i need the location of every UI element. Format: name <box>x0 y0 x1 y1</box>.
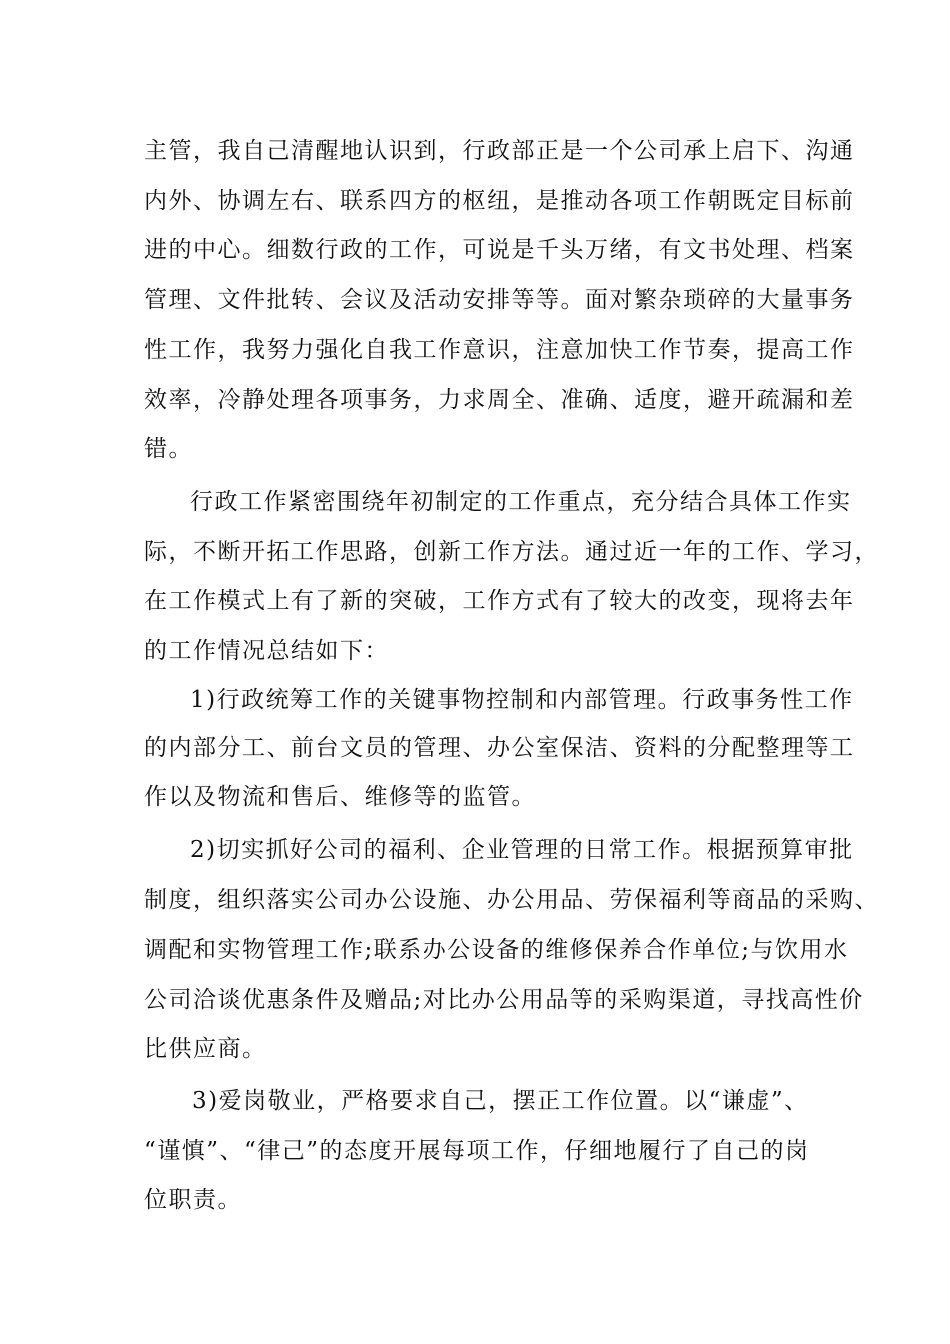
text-line: 际，不断开拓工作思路，创新工作方法。通过近一年的工作、学习， <box>144 539 879 565</box>
text-line: 公司洽谈优惠条件及赠品;对比办公用品等的采购渠道，寻找高性价 <box>144 987 864 1013</box>
text-line: 内外、协调左右、联系四方的枢纽，是推动各项工作朝既定目标前 <box>144 188 855 214</box>
text-line: 的内部分工、前台文员的管理、办公室保洁、资料的分配整理等工 <box>144 735 855 761</box>
text-line: 行政工作紧密围绕年初制定的工作重点，充分结合具体工作实 <box>190 489 852 515</box>
text-line: 作以及物流和售后、维修等的监管。 <box>144 784 536 810</box>
text-line: 效率，冷静处理各项事务，力求周全、准确、适度，避开疏漏和差 <box>144 387 855 413</box>
text-line: 错。 <box>144 436 193 462</box>
text-line: 2)切实抓好公司的福利、企业管理的日常工作。根据预算审批 <box>190 837 854 863</box>
text-line: 主管，我自己清醒地认识到，行政部正是一个公司承上启下、沟通 <box>144 138 855 164</box>
text-line: 调配和实物管理工作;联系办公设备的维修保养合作单位;与饮用水 <box>144 937 849 963</box>
text-line: 在工作模式上有了新的突破，工作方式有了较大的改变，现将去年 <box>144 588 855 614</box>
text-line: 位职责。 <box>144 1187 242 1213</box>
text-line: 管理、文件批转、会议及活动安排等等。面对繁杂琐碎的大量事务 <box>144 287 855 313</box>
text-line: 制度，组织落实公司办公设施、办公用品、劳保福利等商品的采购、 <box>144 887 879 913</box>
text-line: 性工作，我努力强化自我工作意识，注意加快工作节奏，提高工作 <box>144 337 855 363</box>
text-line: 的工作情况总结如下： <box>144 638 389 664</box>
text-line: “谨慎”、“律己”的态度开展每项工作，仔细地履行了自己的岗 <box>144 1138 810 1164</box>
text-line: 进的中心。细数行政的工作，可说是千头万绪，有文书处理、档案 <box>144 237 855 263</box>
text-line: 比供应商。 <box>144 1036 267 1062</box>
text-line: 1)行政统筹工作的关键事物控制和内部管理。行政事务性工作 <box>190 687 854 713</box>
text-line: 3)爱岗敬业，严格要求自己，摆正工作位置。以“谦虚”、 <box>192 1088 809 1114</box>
